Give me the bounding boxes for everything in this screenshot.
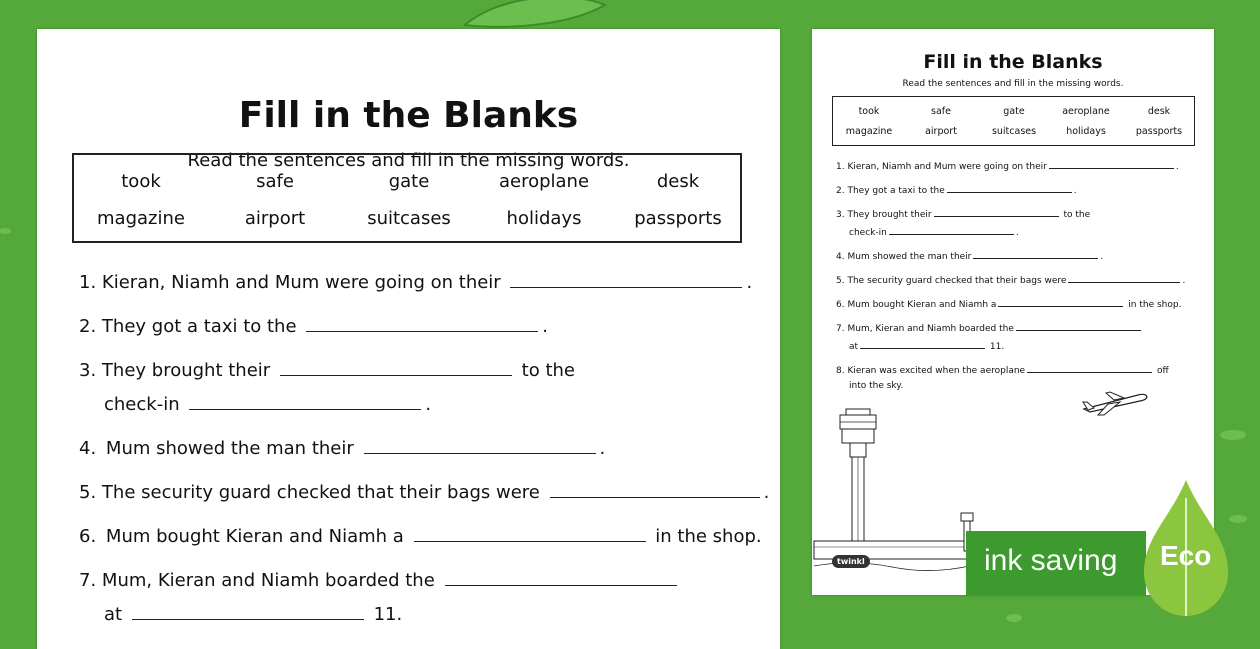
preview-question-8-line-2: into the sky. <box>849 381 904 391</box>
word-bank-item: holidays <box>506 208 582 229</box>
question-2: 2. They got a taxi to the . <box>79 313 548 337</box>
ink-saving-label: ink saving <box>984 544 1118 577</box>
question-7-line-2: at 11. <box>104 601 402 625</box>
word-bank-item: airport <box>244 208 306 229</box>
answer-blank[interactable] <box>510 269 742 288</box>
preview-question-7-line-2: at 11. <box>849 339 1004 352</box>
eco-badge: Eco <box>1160 540 1212 571</box>
ink-saving-banner <box>966 531 1146 596</box>
question-5: 5. The security guard checked that their bags were . <box>79 479 769 503</box>
word-bank-item: passports <box>634 208 722 229</box>
background-leaf-icon <box>0 226 14 236</box>
background-leaf-icon <box>1004 612 1024 624</box>
preview-question-7: 7. Mum, Kieran and Niamh boarded the <box>836 321 1143 334</box>
question-3-line-2: check-in . <box>104 391 431 415</box>
question-4: 4. Mum showed the man their . <box>79 435 605 459</box>
word-bank-item: took <box>858 106 880 117</box>
background-leaf-icon <box>1228 514 1248 524</box>
word-bank-item: gate <box>388 171 430 192</box>
preview-question-6: 6. Mum bought Kieran and Niamh a in the shop. <box>836 297 1181 310</box>
word-bank-item: gate <box>1003 106 1025 117</box>
answer-blank[interactable] <box>189 391 421 410</box>
word-bank-item: passports <box>1135 126 1183 137</box>
preview-title: Fill in the Blanks <box>923 51 1103 73</box>
word-bank-item: safe <box>931 106 951 117</box>
word-bank-item: desk <box>656 171 700 192</box>
twinkl-logo: twinkl <box>832 555 870 568</box>
answer-blank[interactable] <box>132 601 364 620</box>
word-bank-item: desk <box>1147 106 1171 117</box>
question-6: 6. Mum bought Kieran and Niamh a in the shop. <box>79 523 762 547</box>
preview-word-bank <box>832 96 1195 146</box>
answer-blank[interactable] <box>280 357 512 376</box>
word-bank-item: holidays <box>1066 126 1106 137</box>
worksheet-large <box>37 29 780 649</box>
preview-question-5: 5. The security guard checked that their bags were . <box>836 273 1185 286</box>
word-bank-item: airport <box>925 126 957 137</box>
word-bank-item: magazine <box>845 126 893 137</box>
page-title: Fill in the Blanks <box>238 95 579 136</box>
preview-question-1: 1. Kieran, Niamh and Mum were going on their . <box>836 159 1179 172</box>
word-bank-item: suitcases <box>367 208 451 229</box>
preview-instructions: Read the sentences and fill in the missing words. <box>902 79 1124 89</box>
word-bank-item: aeroplane <box>498 171 590 192</box>
word-bank-item: took <box>121 171 161 192</box>
preview-question-3: 3. They brought their to the <box>836 207 1090 220</box>
aeroplane-icon <box>1080 389 1150 417</box>
answer-blank[interactable] <box>364 435 596 454</box>
answer-blank[interactable] <box>445 567 677 586</box>
preview-question-3-line-2: check-in . <box>849 225 1019 238</box>
answer-blank[interactable] <box>414 523 646 542</box>
word-bank-item: suitcases <box>991 126 1037 137</box>
word-bank <box>72 153 742 243</box>
question-7: 7. Mum, Kieran and Niamh boarded the <box>79 567 681 591</box>
answer-blank[interactable] <box>550 479 760 498</box>
question-3: 3. They brought their to the <box>79 357 575 381</box>
background-leaf-icon <box>1218 428 1248 442</box>
background-leaf-icon <box>460 0 610 30</box>
preview-question-4: 4. Mum showed the man their . <box>836 249 1103 262</box>
word-bank-item: magazine <box>97 208 185 229</box>
instructions: Read the sentences and fill in the missing words. <box>187 150 630 171</box>
preview-question-8: 8. Kieran was excited when the aeroplane off <box>836 363 1169 376</box>
word-bank-item: safe <box>256 171 294 192</box>
answer-blank[interactable] <box>306 313 538 332</box>
preview-question-2: 2. They got a taxi to the . <box>836 183 1077 196</box>
question-1: 1. Kieran, Niamh and Mum were going on their . <box>79 269 752 293</box>
word-bank-item: aeroplane <box>1062 106 1110 117</box>
